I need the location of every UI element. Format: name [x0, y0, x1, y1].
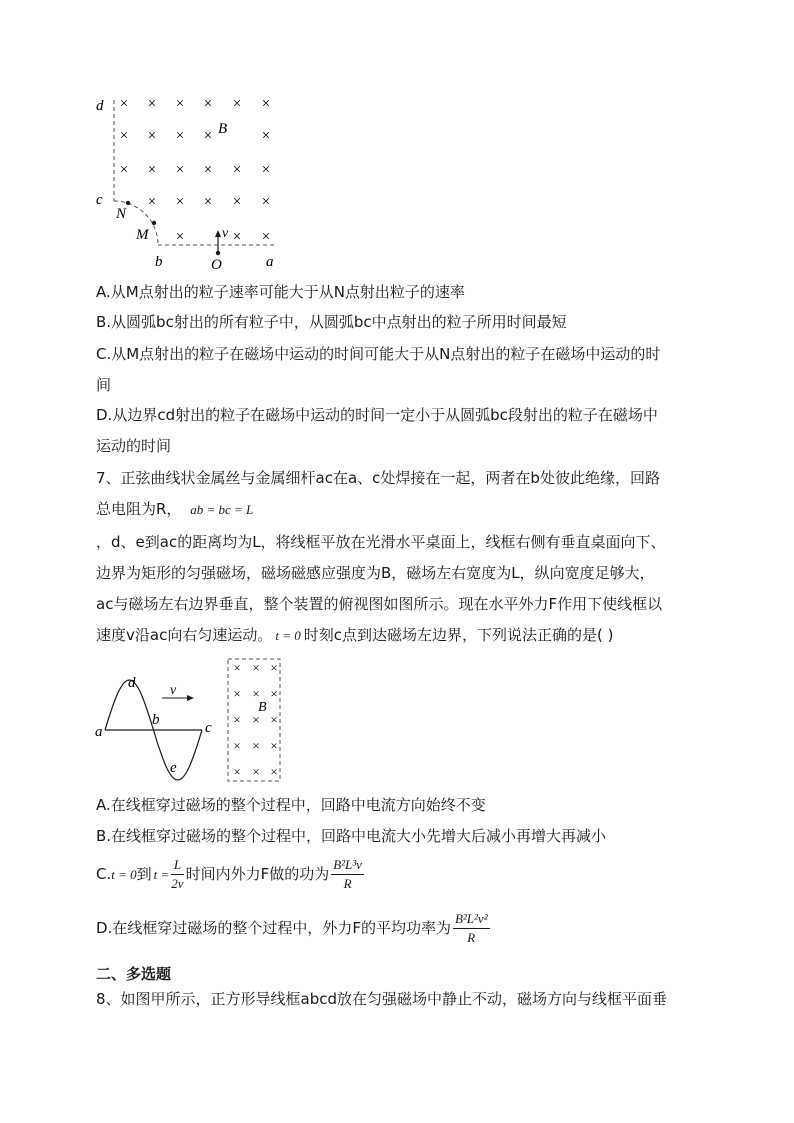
field-cross: ×	[119, 96, 129, 112]
field-cross: ×	[232, 194, 242, 210]
label-v: v	[222, 226, 229, 241]
q7-option-d-text: D.在线框穿过磁场的整个过程中，外力F的平均功率为	[96, 919, 451, 937]
label-c-2: c	[205, 720, 212, 736]
q7-option-c-mid: 时间内外力F做的功为	[185, 865, 330, 883]
q6-option-c-line2: 间	[96, 376, 112, 394]
field-cross: ×	[233, 686, 241, 701]
q7-option-c-work-fraction	[331, 856, 364, 893]
label-N: N	[116, 206, 127, 222]
field-cross: ×	[261, 229, 271, 245]
q7-option-c-to: 到	[136, 865, 152, 883]
label-B: B	[218, 121, 228, 137]
field-cross: ×	[175, 194, 185, 210]
q6-option-d-line1: D.从边界cd射出的粒子在磁场中运动的时间一定小于从圆弧bc段射出的粒子在磁场中	[96, 406, 658, 424]
field-cross: ×	[203, 96, 213, 112]
fraction-denominator: R	[343, 876, 352, 891]
point-N	[126, 201, 130, 205]
field-cross: ×	[119, 128, 129, 144]
field-cross: ×	[261, 96, 271, 112]
field-cross: ×	[232, 96, 242, 112]
q7-option-c-prefix: C.	[96, 865, 112, 883]
q7-stem-line5: ac与磁场左右边界垂直，整个装置的俯视图如图所示。现在水平外力F作用下使线框以	[96, 595, 663, 613]
field-cross: ×	[233, 764, 241, 779]
q7-stem-line4: 边界为矩形的匀强磁场，磁场磁感应强度为B，磁场左右宽度为L，纵向宽度足够大，	[96, 564, 655, 582]
field-cross: ×	[175, 162, 185, 178]
q7-option-b: B.在线框穿过磁场的整个过程中，回路中电流大小先增大后减小再增大再减小	[96, 827, 607, 845]
label-b-2: b	[152, 712, 160, 728]
q7-stem-line2-text: 总电阻为R，	[96, 500, 182, 518]
field-cross: ×	[252, 660, 260, 675]
field-cross: ×	[203, 162, 213, 178]
section-title-multiple-choice: 二、多选题	[96, 965, 172, 983]
q7-option-a: A.在线框穿过磁场的整个过程中，回路中电流方向始终不变	[96, 796, 486, 814]
field-cross: ×	[147, 194, 157, 210]
label-d-2: d	[128, 675, 136, 691]
q6-option-b: B.从圆弧bc射出的所有粒子中，从圆弧bc中点射出的粒子所用时间最短	[96, 313, 567, 331]
field-cross: ×	[147, 96, 157, 112]
field-cross: ×	[233, 712, 241, 727]
q7-option-d	[96, 910, 492, 947]
q7-stem-line2	[96, 499, 253, 520]
field-cross: ×	[252, 712, 260, 727]
field-cross: ×	[261, 194, 271, 210]
field-cross: ×	[147, 128, 157, 144]
q7-equation-ab-bc: ab = bc = L	[190, 502, 254, 517]
field-cross: ×	[261, 162, 271, 178]
q7-option-c-t: t =	[153, 867, 170, 882]
q7-option-c-t0: t = 0	[111, 867, 137, 882]
field-cross: ×	[252, 738, 260, 753]
q7-option-d-power-fraction	[453, 910, 490, 947]
q6-option-a: A.从M点射出的粒子速率可能大于从N点射出粒子的速率	[96, 283, 465, 301]
q7-stem-line6	[96, 625, 613, 646]
field-cross: ×	[270, 686, 278, 701]
q7-option-c-time-fraction	[171, 856, 183, 893]
label-c: c	[96, 192, 103, 208]
field-cross: ×	[119, 162, 129, 178]
point-M	[152, 221, 156, 225]
q7-stem-line1: 7、正弦曲线状金属丝与金属细杆ac在a、c处焊接在一起，两者在b处彼此绝缘，回路	[96, 469, 660, 487]
velocity-arrowhead-2	[187, 695, 194, 701]
field-cross: ×	[261, 128, 271, 144]
field-cross: ×	[175, 229, 185, 245]
label-a-2: a	[95, 724, 103, 740]
field-cross: ×	[175, 96, 185, 112]
field-crosses-2	[233, 660, 277, 779]
fraction-denominator: R	[467, 930, 476, 945]
field-cross: ×	[233, 738, 241, 753]
field-crosses	[120, 96, 270, 245]
velocity-arrowhead	[215, 230, 221, 237]
q7-equation-t0: t = 0	[275, 628, 301, 643]
field-cross: ×	[147, 162, 157, 178]
field-cross: ×	[252, 686, 260, 701]
fraction-denominator: 2v	[171, 876, 184, 891]
field-cross: ×	[203, 128, 213, 144]
field-cross: ×	[270, 738, 278, 753]
figure-magnetic-field-quarter-arc	[90, 88, 290, 273]
point-O	[216, 251, 220, 255]
label-O: O	[211, 257, 222, 273]
field-cross: ×	[270, 712, 278, 727]
label-e-2: e	[170, 760, 177, 776]
q8-stem-line1: 8、如图甲所示，正方形导线框abcd放在匀强磁场中静止不动，磁场方向与线框平面垂	[96, 990, 668, 1008]
q7-stem-line6-text2: 时刻c点到达磁场左边界，下列说法正确的是( )	[303, 626, 614, 644]
field-cross: ×	[233, 660, 241, 675]
q7-stem-line6-text: 速度v沿ac向右匀速运动。	[96, 626, 273, 644]
q6-option-c-line1: C.从M点射出的粒子在磁场中运动的时间可能大于从N点射出的粒子在磁场中运动的时	[96, 345, 661, 363]
field-cross: ×	[203, 194, 213, 210]
field-cross: ×	[232, 162, 242, 178]
fraction-numerator: B²L²v²	[453, 910, 490, 929]
q7-stem-line3: ，d、e到ac的距离均为L，将线框平放在光滑水平桌面上，线框右侧有垂直桌面向下、	[96, 533, 666, 551]
label-b: b	[155, 254, 163, 270]
field-cross: ×	[175, 128, 185, 144]
label-B-2: B	[258, 700, 267, 715]
field-cross: ×	[252, 764, 260, 779]
q6-option-d-line2: 运动的时间	[96, 437, 172, 455]
label-a: a	[266, 254, 274, 270]
label-M: M	[136, 227, 149, 243]
field-cross: ×	[270, 660, 278, 675]
fraction-numerator: L	[171, 856, 183, 875]
fraction-numerator: B²L³v	[331, 856, 364, 875]
label-v-2: v	[170, 683, 177, 698]
q7-option-c	[96, 856, 366, 893]
label-d: d	[96, 98, 104, 114]
figure-sine-loop-and-field	[90, 656, 290, 786]
field-cross: ×	[270, 764, 278, 779]
field-cross: ×	[232, 229, 242, 245]
